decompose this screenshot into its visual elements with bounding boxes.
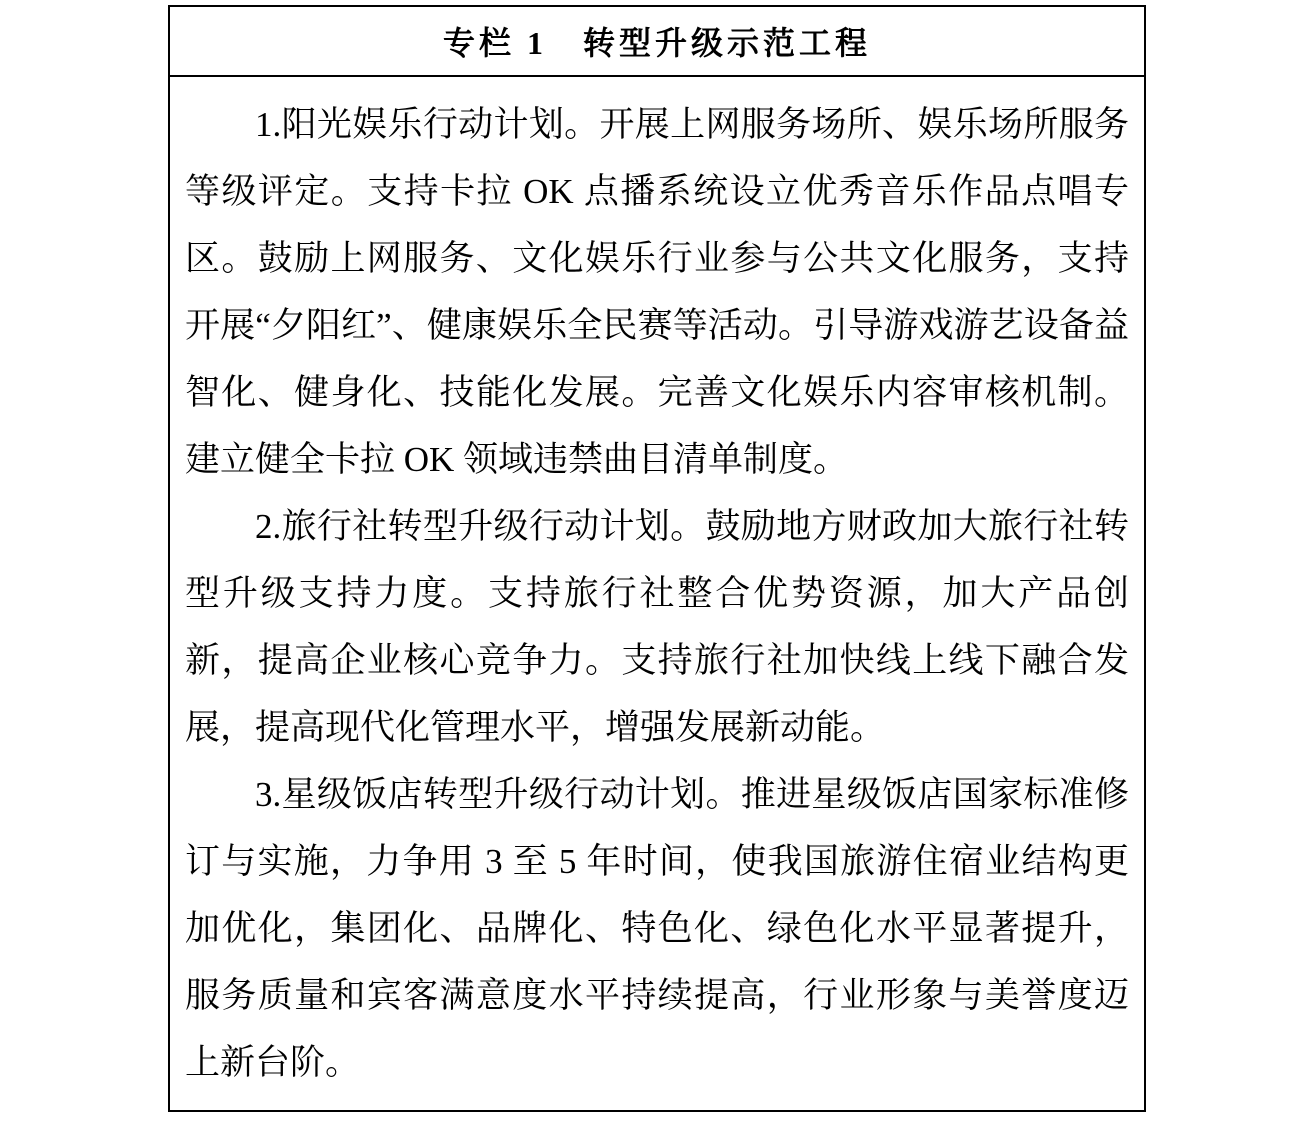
callout-title: 专栏 1 转型升级示范工程 xyxy=(442,25,871,61)
paragraph-sunshine-entertainment-plan: 1.阳光娱乐行动计划。开展上网服务场所、娱乐场所服务等级评定。支持卡拉 OK 点播系统设立优秀音乐作品点唱专区。鼓励上网服务、文化娱乐行业参与公共文化服务，支持开展“夕阳红”、健康娱乐全民赛等活动。引导游戏游艺设备益智化、健身化、技能化发展。完善文化娱乐内容审核机制。建立健全卡拉 OK 领域违禁曲目清单制度。 xyxy=(185,105,1129,479)
paragraph-star-hotel-plan: 3.星级饭店转型升级行动计划。推进星级饭店国家标准修订与实施，力争用 3 至 5 年时间，使我国旅游住宿业结构更加优化，集团化、品牌化、特色化、绿色化水平显著提升，服务质量和宾客满意度水平持续提高，行业形象与美誉度迈上新台阶。 xyxy=(185,775,1129,1082)
paragraph-travel-agency-plan: 2.旅行社转型升级行动计划。鼓励地方财政加大旅行社转型升级支持力度。支持旅行社整合优势资源，加大产品创新，提高企业核心竞争力。支持旅行社加快线上线下融合发展，提高现代化管理水平，增强发展新动能。 xyxy=(185,507,1129,747)
callout-title-row xyxy=(170,7,1144,77)
callout-box xyxy=(168,5,1146,1112)
callout-body xyxy=(170,77,1144,1096)
